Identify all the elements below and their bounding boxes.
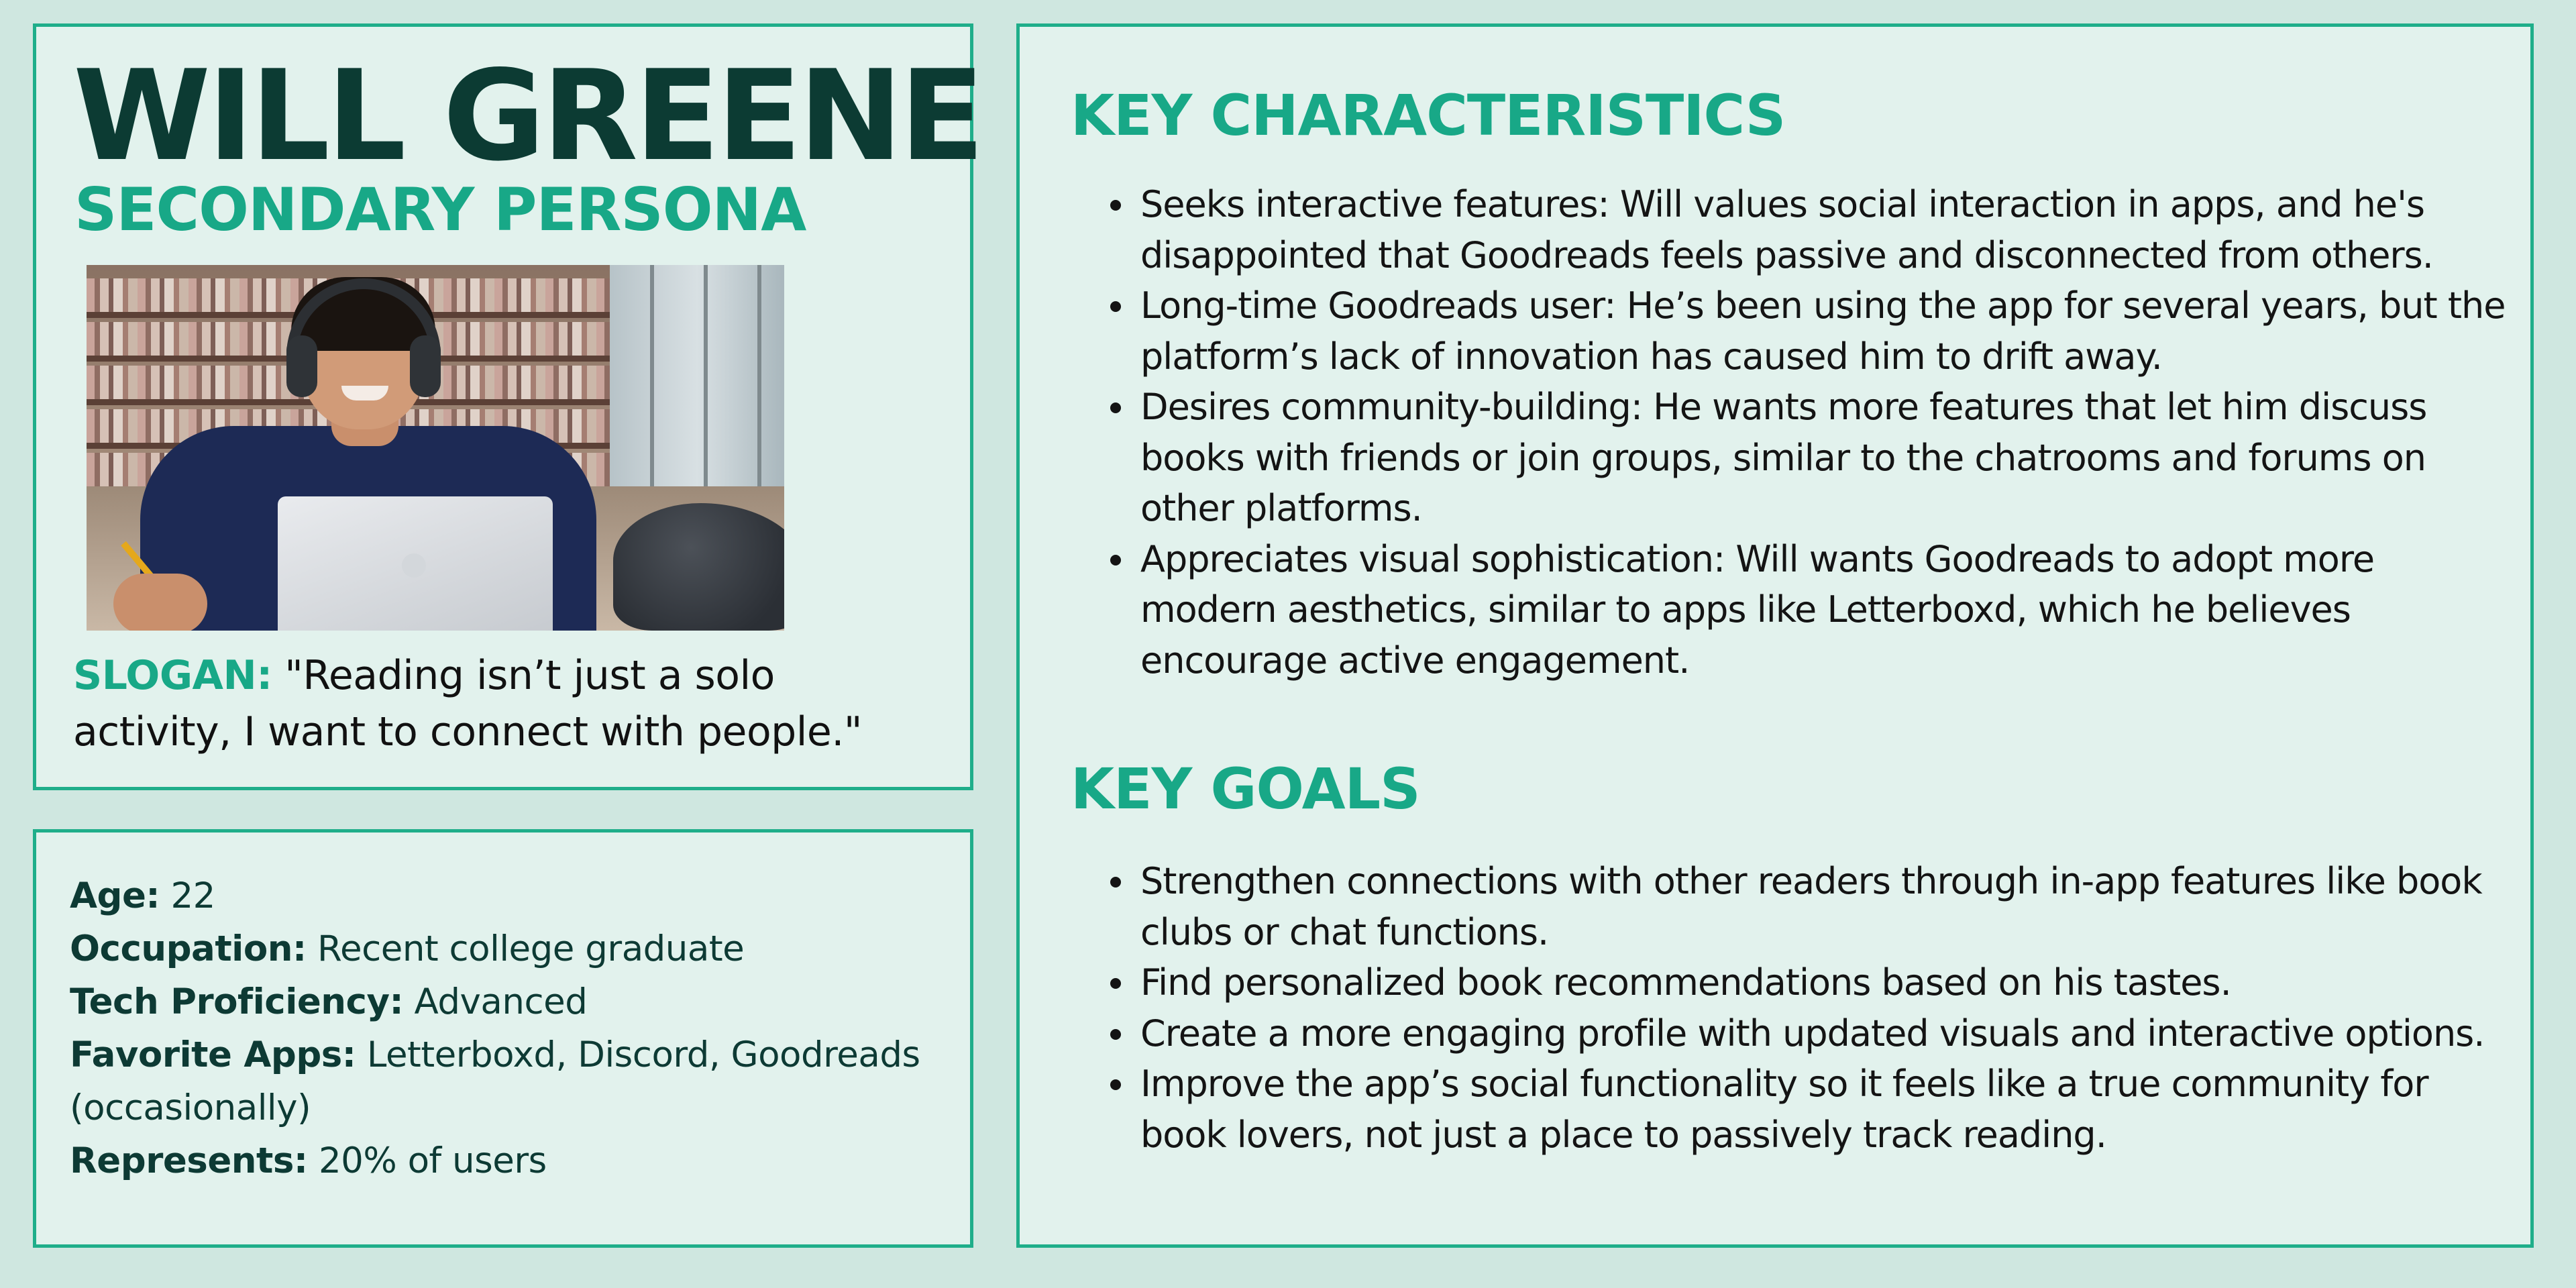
persona-details-card bbox=[33, 829, 973, 1248]
detail-label: Age: bbox=[70, 875, 160, 916]
goal-item: Find personalized book recommendations based on his tastes. bbox=[1107, 957, 2509, 1008]
characteristic-item: Appreciates visual sophistication: Will wants Goodreads to adopt more modern aesthetics, similar to apps like Letterboxd, which he believes encourage active engagement. bbox=[1107, 534, 2509, 686]
persona-role: SECONDARY PERSONA bbox=[74, 175, 806, 244]
key-goals-heading: KEY GOALS bbox=[1071, 756, 1420, 822]
goal-item: Improve the app’s social functionality so it feels like a true community for book lovers, not just a place to passively track reading. bbox=[1107, 1059, 2509, 1160]
goal-item: Strengthen connections with other readers through in-app features like book clubs or chat functions. bbox=[1107, 856, 2509, 957]
characteristic-item: Long-time Goodreads user: He’s been using the app for several years, but the platform’s lack of innovation has caused him to drift away. bbox=[1107, 280, 2509, 382]
detail-tech-proficiency bbox=[70, 975, 962, 1028]
detail-label: Favorite Apps: bbox=[70, 1034, 356, 1075]
detail-favorite-apps bbox=[70, 1028, 962, 1134]
detail-value: Advanced bbox=[403, 981, 588, 1022]
characteristic-item: Seeks interactive features: Will values social interaction in apps, and he's disappointed that Goodreads feels passive and disconnected from others. bbox=[1107, 179, 2509, 280]
goal-item: Create a more engaging profile with updated visuals and interactive options. bbox=[1107, 1008, 2509, 1059]
persona-slogan bbox=[73, 647, 945, 760]
detail-value: Letterboxd, Discord, Goodreads (occasionally) bbox=[70, 1034, 920, 1128]
detail-value: 22 bbox=[160, 875, 215, 916]
key-characteristics-heading: KEY CHARACTERISTICS bbox=[1071, 83, 1786, 148]
detail-age bbox=[70, 869, 962, 922]
detail-label: Tech Proficiency: bbox=[70, 981, 404, 1022]
detail-represents bbox=[70, 1134, 962, 1187]
detail-value: Recent college graduate bbox=[306, 928, 745, 969]
goals-list bbox=[1107, 856, 2509, 1160]
details-list bbox=[70, 869, 962, 1187]
persona-identity-card bbox=[33, 23, 981, 790]
slogan-text: "Reading isn’t just a solo activity, I want to connect with people." bbox=[73, 652, 863, 755]
detail-value: 20% of users bbox=[307, 1140, 547, 1181]
slogan-label: SLOGAN: bbox=[73, 652, 272, 699]
detail-label: Occupation: bbox=[70, 928, 307, 969]
detail-label: Represents: bbox=[70, 1140, 308, 1181]
detail-occupation bbox=[70, 922, 962, 975]
persona-photo bbox=[87, 265, 784, 631]
characteristics-goals-card bbox=[1016, 23, 2534, 1248]
characteristics-list bbox=[1107, 179, 2509, 686]
characteristic-item: Desires community-building: He wants more features that let him discuss books with friends or join groups, similar to the chatrooms and forums on other platforms. bbox=[1107, 382, 2509, 534]
persona-name: WILL GREENE bbox=[73, 43, 981, 189]
